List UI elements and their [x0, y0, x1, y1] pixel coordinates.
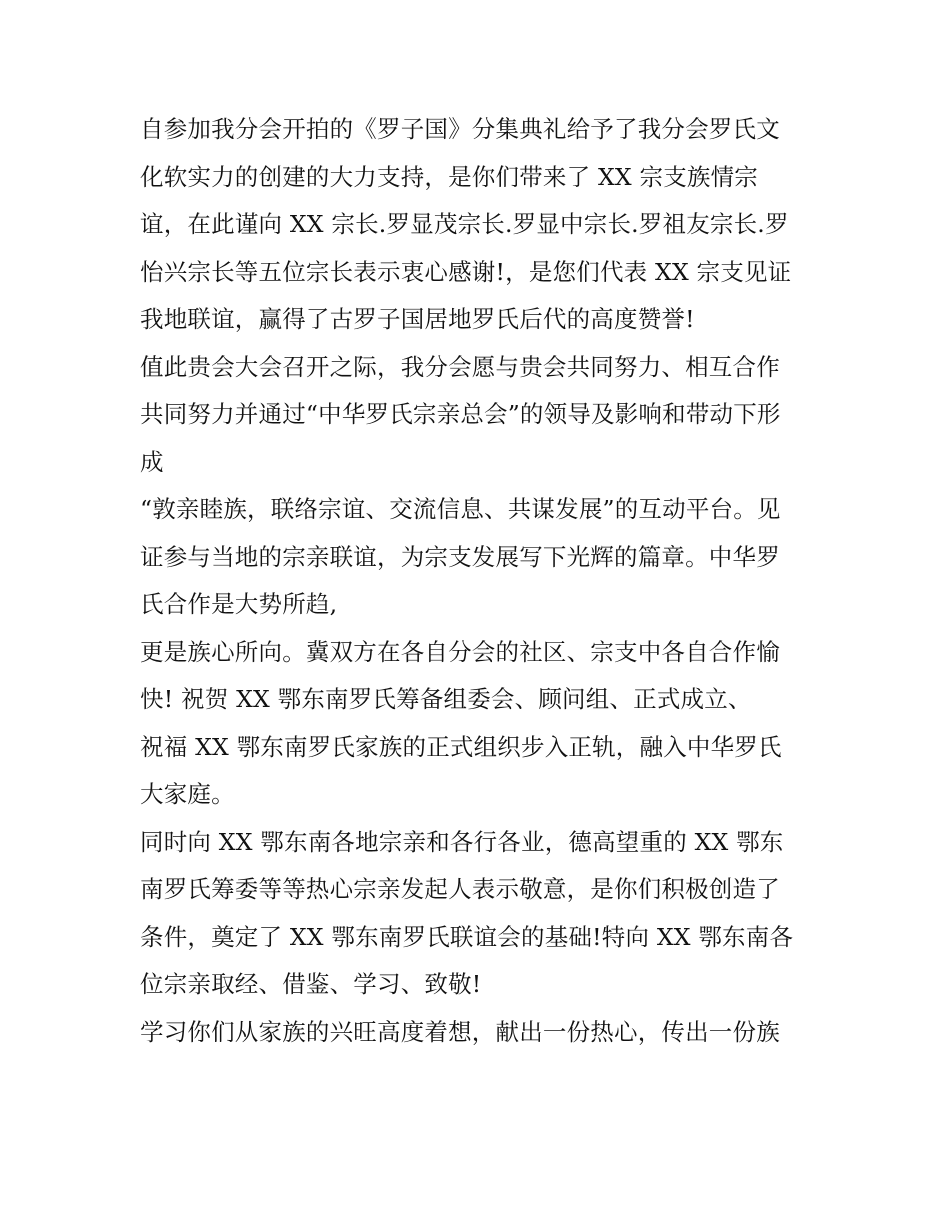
- text-line-17: 南罗氏筹委等等热心宗亲发起人表示敬意，是你们积极创造了: [140, 875, 780, 903]
- text-line-1: 自参加我分会开拍的《罗子国》分集典礼给予了我分会罗氏文: [140, 115, 780, 143]
- text-line-8: 成: [140, 447, 164, 476]
- text-line-13: 快! 祝贺 XX 鄂东南罗氏筹备组委会、顾问组、正式成立、: [140, 685, 752, 713]
- text-line-14: 祝福 XX 鄂东南罗氏家族的正式组织步入正轨，融入中华罗氏: [140, 732, 782, 761]
- text-line-5: 我地联谊，赢得了古罗子国居地罗氏后代的高度赞誉!: [140, 305, 695, 333]
- text-line-3: 谊，在此谨向 XX 宗长.罗显茂宗长.罗显中宗长.罗祖友宗长.罗: [140, 210, 789, 238]
- text-line-19: 位宗亲取经、借鉴、学习、致敬!: [140, 970, 482, 998]
- text-line-4: 怡兴宗长等五位宗长表示衷心感谢!，是您们代表 XX 宗支见证: [140, 257, 792, 286]
- text-line-9: “敦亲睦族，联络宗谊、交流信息、共谋发展”的互动平台。见: [140, 495, 781, 523]
- body-text: [140, 106, 820, 1056]
- text-line-6: 值此贵会大会召开之际，我分会愿与贵会共同努力、相互合作: [140, 352, 780, 381]
- text-line-15: 大家庭。: [140, 780, 235, 808]
- text-line-12: 更是族心所向。冀双方在各自分会的社区、宗支中各自合作愉: [140, 637, 780, 666]
- text-line-20: 学习你们从家族的兴旺高度着想，献出一份热心，传出一份族: [140, 1017, 780, 1046]
- text-line-7: 共同努力并通过“中华罗氏宗亲总会”的领导及影响和带动下形: [140, 400, 781, 428]
- text-line-10: 证参与当地的宗亲联谊，为宗支发展写下光辉的篇章。中华罗: [140, 542, 780, 571]
- text-line-16: 同时向 XX 鄂东南各地宗亲和各行各业，德高望重的 XX 鄂东: [140, 827, 784, 856]
- text-line-18: 条件，奠定了 XX 鄂东南罗氏联谊会的基础!特向 XX 鄂东南各: [140, 922, 794, 951]
- text-line-2: 化软实力的创建的大力支持，是你们带来了 XX 宗支族情宗: [140, 162, 758, 191]
- text-line-11: 氏合作是大势所趋,: [140, 590, 338, 618]
